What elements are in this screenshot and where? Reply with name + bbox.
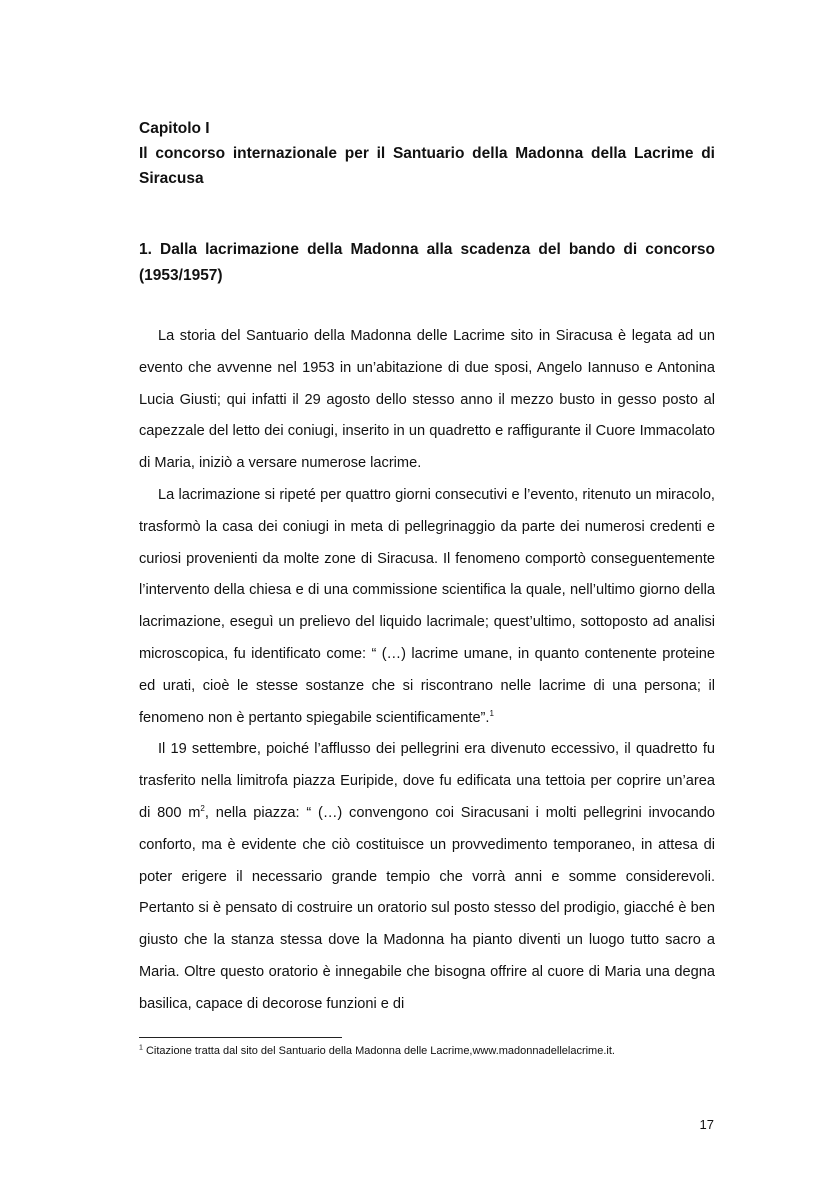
chapter-title: Il concorso internazionale per il Santuario della Madonna della Lacrime di Siracusa xyxy=(139,145,715,187)
superscript-squared: 2 xyxy=(200,804,205,814)
body-text xyxy=(139,321,715,1021)
paragraph-2-text: La lacrimazione si ripeté per quattro giorni consecutivi e l’evento, ritenuto un miracolo, trasformò la casa dei coniugi in meta di pellegrinaggio da parte dei numerosi credenti e curiosi provenienti da molte zone di Siracusa. Il fenomeno comportò conseguentemente l’intervento della chiesa e di una commissione scientifica la quale, nell’ultimo giorno della lacrimazione, eseguì un prelievo del liquido lacrimale; quest’ultimo, sottoposto ad analisi microscopica, fu identificato come: “ (…) lacrime umane, in quanto contenente proteine ed urati, cioè le stesse sostanze che si riscontrano nelle lacrime di una persona; il fenomeno non è pertanto spiegabile scientificamente”. xyxy=(139,486,715,726)
footnote-reference[interactable]: 1 xyxy=(489,708,494,718)
footnote xyxy=(139,1043,715,1059)
page-number: 17 xyxy=(699,1117,714,1132)
page-content xyxy=(139,116,715,1021)
paragraph-3 xyxy=(139,734,715,1020)
footnote-divider xyxy=(139,1037,342,1038)
chapter-label: Capitolo I xyxy=(139,120,210,137)
paragraph-3-text-after: , nella piazza: “ (…) convengono coi Siracusani i molti pellegrini invocando conforto, ma è evidente che ciò costituisce un provvedimento temporaneo, in attesa di poter erigere il necessario grande tempio che vorrà anni e somme considerevoli. Pertanto si è pensato di costruire un oratorio sul posto stesso del prodigio, giacché è ben giusto che la stanza stessa dove la Madonna ha pianto diventi un luogo tutto sacro a Maria. Oltre questo oratorio è innegabile che bisogna offrire al cuore di Maria una degna basilica, capace di decorose funzioni e di xyxy=(139,804,715,1012)
footnote-text: Citazione tratta dal sito del Santuario della Madonna delle Lacrime,www.madonnadellelacrime.it. xyxy=(142,1045,615,1057)
paragraph-3-text-before: Il 19 settembre, poiché l’afflusso dei pellegrini era divenuto eccessivo, il quadretto fu trasferito nella limitrofa piazza Euripide, dove fu edificata una tettoia per coprire un’area di 800 m xyxy=(139,741,715,821)
paragraph-1 xyxy=(139,321,715,480)
footnote-marker: 1 xyxy=(139,1044,143,1052)
chapter-heading xyxy=(139,116,715,191)
paragraph-2 xyxy=(139,480,715,734)
paragraph-1-text: La storia del Santuario della Madonna delle Lacrime sito in Siracusa è legata ad un evento che avvenne nel 1953 in un’abitazione di due sposi, Angelo Iannuso e Antonina Lucia Giusti; qui infatti il 29 agosto dello stesso anno il mezzo busto in gesso posto al capezzale del letto dei coniugi, inserito in un quadretto e raffigurante il Cuore Immacolato di Maria, iniziò a versare numerose lacrime. xyxy=(139,328,715,472)
section-heading: 1. Dalla lacrimazione della Madonna alla scadenza del bando di concorso (1953/1957) xyxy=(139,241,715,284)
